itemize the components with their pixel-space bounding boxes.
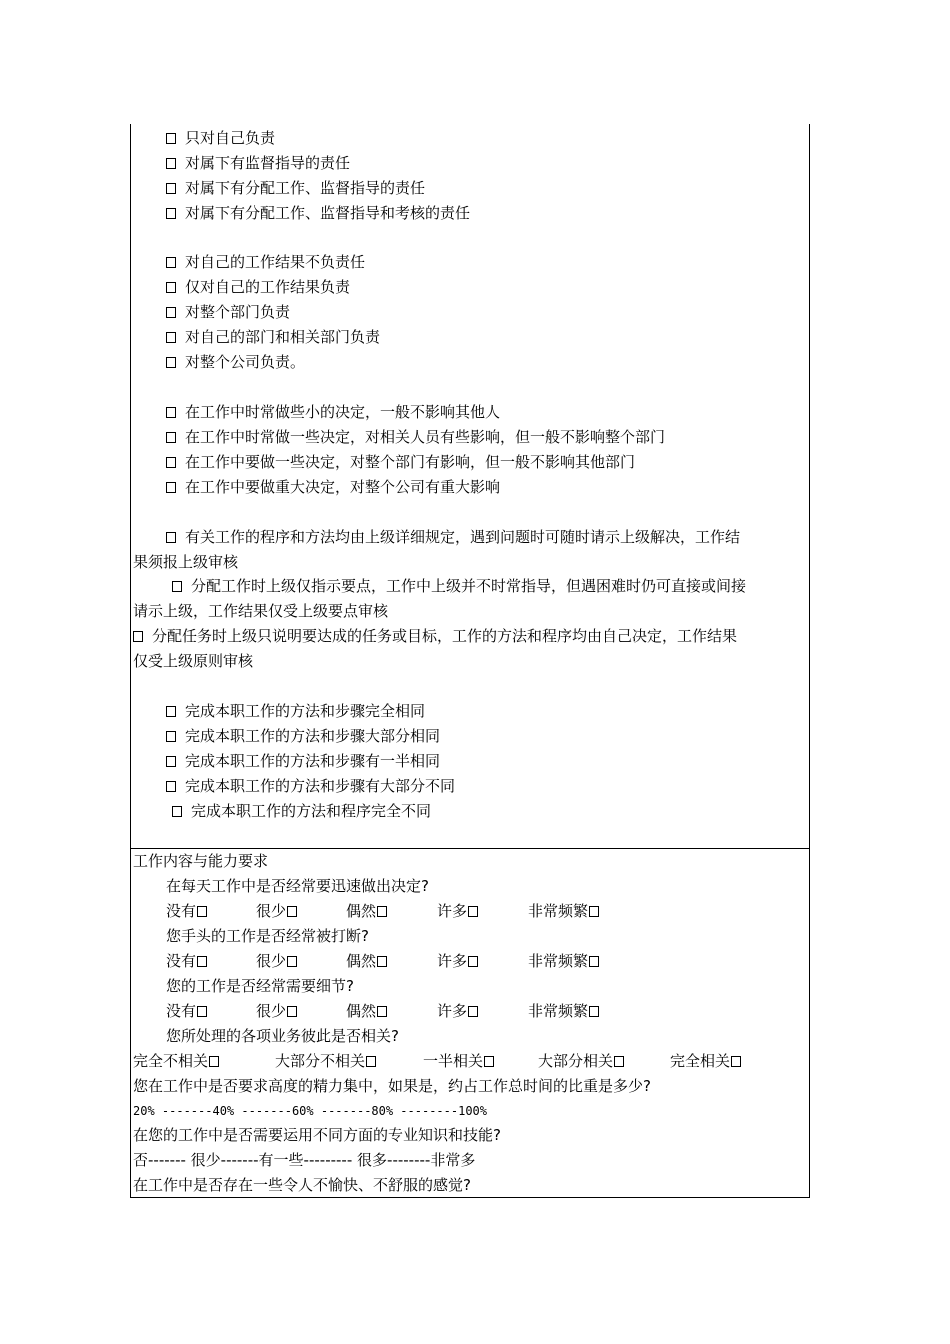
checkbox[interactable] [133, 631, 143, 642]
checkbox[interactable] [731, 1056, 741, 1067]
checkbox[interactable] [166, 208, 176, 219]
checkbox[interactable] [166, 731, 176, 742]
option-very-often[interactable]: 非常频繁 [528, 901, 599, 921]
option-row[interactable]: 完成本职工作的方法和程序完全不同 [172, 801, 431, 821]
checkbox[interactable] [166, 257, 176, 268]
checkbox[interactable] [377, 1006, 387, 1017]
checkbox[interactable] [589, 906, 599, 917]
option-row[interactable]: 在工作中要做重大决定，对整个公司有重大影响 [166, 477, 500, 497]
checkbox[interactable] [197, 1006, 207, 1017]
checkbox[interactable] [166, 706, 176, 717]
option-row[interactable]: 在工作中时常做一些决定，对相关人员有些影响，但一般不影响整个部门 [166, 427, 665, 447]
option-very-often[interactable]: 非常频繁 [528, 1001, 599, 1021]
option-continuation: 仅受上级原则审核 [133, 652, 254, 670]
option-mostly-related[interactable]: 大部分相关 [538, 1051, 624, 1071]
question-text: 您在工作中是否要求高度的精力集中，如果是，约占工作总时间的比重是多少? [133, 1077, 651, 1095]
checkbox[interactable] [484, 1056, 494, 1067]
checkbox[interactable] [468, 956, 478, 967]
checkbox[interactable] [614, 1056, 624, 1067]
checkbox[interactable] [166, 332, 176, 343]
option-none[interactable]: 没有 [166, 901, 207, 921]
option-row[interactable]: 对属下有分配工作、监督指导的责任 [166, 178, 425, 198]
option-row[interactable]: 有关工作的程序和方法均由上级详细规定，遇到问题时可随时请示上级解决，工作结 [166, 527, 740, 547]
checkbox[interactable] [166, 357, 176, 368]
checkbox[interactable] [166, 407, 176, 418]
checkbox[interactable] [166, 282, 176, 293]
checkbox[interactable] [589, 956, 599, 967]
checkbox[interactable] [166, 133, 176, 144]
checkbox[interactable] [166, 307, 176, 318]
question-text: 您手头的工作是否经常被打断? [166, 927, 369, 945]
checkbox[interactable] [377, 906, 387, 917]
option-rarely[interactable]: 很少 [256, 951, 297, 971]
option-occasionally[interactable]: 偶然 [346, 901, 387, 921]
checkbox[interactable] [166, 781, 176, 792]
section-heading: 工作内容与能力要求 [133, 852, 269, 870]
checkbox[interactable] [197, 956, 207, 967]
option-row[interactable]: 对自己的工作结果不负责任 [166, 252, 365, 272]
checkbox[interactable] [287, 906, 297, 917]
checkbox[interactable] [166, 532, 176, 543]
checkbox[interactable] [172, 806, 182, 817]
checkbox[interactable] [287, 956, 297, 967]
option-rarely[interactable]: 很少 [256, 1001, 297, 1021]
option-fully-related[interactable]: 完全相关 [670, 1051, 741, 1071]
option-row[interactable]: 在工作中时常做些小的决定，一般不影响其他人 [166, 402, 500, 422]
option-occasionally[interactable]: 偶然 [346, 1001, 387, 1021]
option-row[interactable]: 对属下有监督指导的责任 [166, 153, 350, 173]
checkbox[interactable] [166, 457, 176, 468]
word-scale: 否------- 很少-------有一些--------- 很多--------非常多 [133, 1151, 476, 1169]
checkbox[interactable] [172, 581, 182, 592]
option-mostly-unrelated[interactable]: 大部分不相关 [275, 1051, 376, 1071]
option-row[interactable]: 只对自己负责 [166, 128, 275, 148]
question-text: 您的工作是否经常需要细节? [166, 977, 354, 995]
option-row[interactable]: 完成本职工作的方法和步骤大部分相同 [166, 726, 440, 746]
option-often[interactable]: 许多 [437, 901, 478, 921]
option-rarely[interactable]: 很少 [256, 901, 297, 921]
option-often[interactable]: 许多 [437, 951, 478, 971]
percent-scale: 20% -------40% -------60% -------80% --------100% [133, 1104, 488, 1118]
checkbox[interactable] [366, 1056, 376, 1067]
option-half-related[interactable]: 一半相关 [423, 1051, 494, 1071]
question-text: 在您的工作中是否需要运用不同方面的专业知识和技能? [133, 1126, 501, 1144]
option-none[interactable]: 没有 [166, 951, 207, 971]
checkbox[interactable] [166, 183, 176, 194]
checkbox[interactable] [197, 906, 207, 917]
option-row[interactable]: 分配任务时上级只说明要达成的任务或目标，工作的方法和程序均由自己决定，工作结果 [133, 626, 737, 646]
option-none[interactable]: 没有 [166, 1001, 207, 1021]
option-row[interactable]: 完成本职工作的方法和步骤有大部分不同 [166, 776, 455, 796]
checkbox[interactable] [166, 158, 176, 169]
option-unrelated[interactable]: 完全不相关 [133, 1051, 219, 1071]
option-row[interactable]: 完成本职工作的方法和步骤完全相同 [166, 701, 425, 721]
option-row[interactable]: 完成本职工作的方法和步骤有一半相同 [166, 751, 440, 771]
option-row[interactable]: 对整个部门负责 [166, 302, 290, 322]
option-row[interactable]: 对属下有分配工作、监督指导和考核的责任 [166, 203, 470, 223]
option-occasionally[interactable]: 偶然 [346, 951, 387, 971]
question-text: 在工作中是否存在一些令人不愉快、不舒服的感觉? [133, 1176, 471, 1194]
question-text: 在每天工作中是否经常要迅速做出决定? [166, 877, 429, 895]
option-often[interactable]: 许多 [437, 1001, 478, 1021]
checkbox[interactable] [468, 1006, 478, 1017]
checkbox[interactable] [589, 1006, 599, 1017]
question-text: 您所处理的各项业务彼此是否相关? [166, 1027, 399, 1045]
option-row[interactable]: 对整个公司负责。 [166, 352, 305, 372]
checkbox[interactable] [468, 906, 478, 917]
checkbox[interactable] [209, 1056, 219, 1067]
checkbox[interactable] [377, 956, 387, 967]
option-row[interactable]: 仅对自己的工作结果负责 [166, 277, 350, 297]
option-very-often[interactable]: 非常频繁 [528, 951, 599, 971]
option-continuation: 果须报上级审核 [133, 553, 239, 571]
checkbox[interactable] [166, 756, 176, 767]
option-row[interactable]: 在工作中要做一些决定，对整个部门有影响，但一般不影响其他部门 [166, 452, 635, 472]
checkbox[interactable] [166, 432, 176, 443]
option-row[interactable]: 对自己的部门和相关部门负责 [166, 327, 380, 347]
checkbox[interactable] [166, 482, 176, 493]
option-row[interactable]: 分配工作时上级仅指示要点，工作中上级并不时常指导，但遇困难时仍可直接或间接 [172, 576, 746, 596]
option-continuation: 请示上级，工作结果仅受上级要点审核 [133, 602, 389, 620]
checkbox[interactable] [287, 1006, 297, 1017]
